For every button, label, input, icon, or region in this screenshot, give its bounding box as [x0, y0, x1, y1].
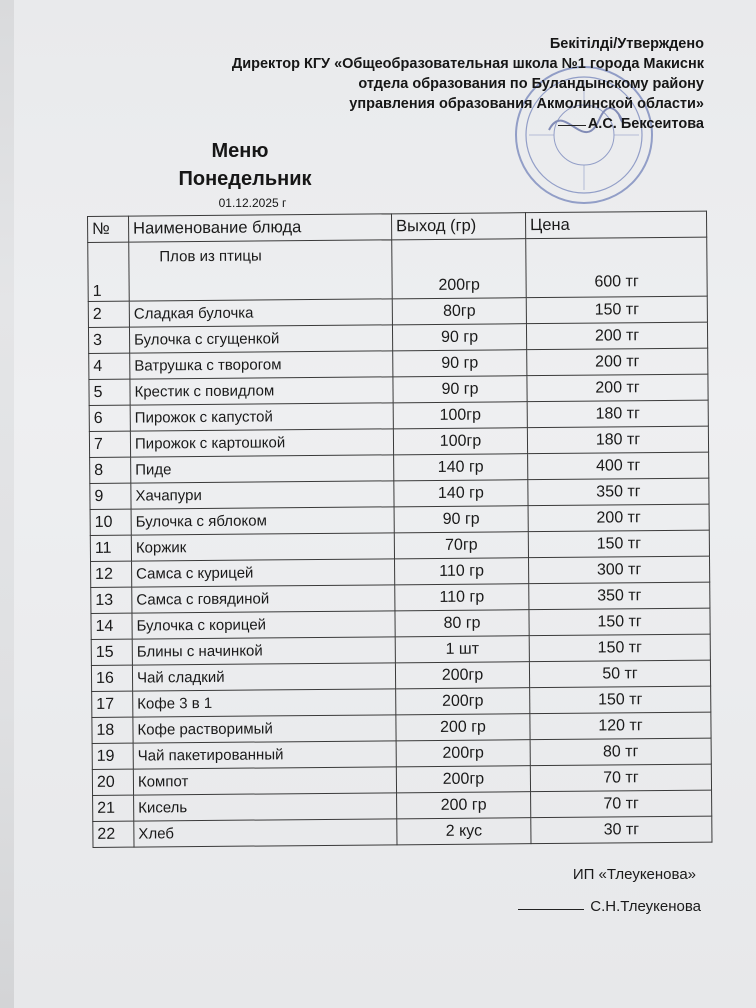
row-number: 16	[91, 665, 132, 691]
dish-output: 140 гр	[394, 480, 528, 507]
dish-name: Хачапури	[131, 481, 394, 509]
dish-output: 110 гр	[395, 558, 529, 585]
approval-line-2: Директор КГУ «Общеобразовательная школа №1 города Макиснк	[231, 56, 704, 72]
row-number: 9	[90, 483, 131, 509]
row-number: 21	[93, 795, 134, 821]
dish-price: 80 тг	[530, 738, 711, 766]
dish-output: 2 кус	[397, 818, 531, 845]
dish-name: Компот	[133, 767, 396, 795]
dish-price: 300 тг	[528, 556, 709, 584]
dish-name: Булочка с корицей	[132, 611, 395, 639]
dish-name: Чай пакетированный	[133, 741, 396, 769]
approval-line-1: Бекітілді/Утверждено	[549, 36, 704, 52]
dish-output: 200 гр	[397, 792, 531, 819]
dish-price: 180 тг	[527, 400, 708, 428]
footer-org: ИП «Тлеукенова»	[572, 866, 696, 883]
row-number: 2	[88, 301, 129, 327]
dish-price: 50 тг	[529, 660, 710, 688]
row-number: 17	[92, 691, 133, 717]
dish-output: 200гр	[392, 239, 527, 299]
dish-output: 70гр	[394, 532, 528, 559]
approval-signer: А.С. Бексеитова	[587, 116, 704, 132]
table-row	[93, 816, 712, 847]
dish-name: Коржик	[131, 533, 394, 561]
row-number: 19	[92, 743, 133, 769]
menu-day: Понедельник	[178, 168, 312, 190]
dish-output: 200гр	[396, 740, 530, 767]
row-number: 22	[93, 821, 134, 847]
dish-price: 350 тг	[528, 478, 709, 506]
dish-name: Чай сладкий	[132, 663, 395, 691]
menu-title: Меню	[211, 140, 269, 162]
dish-output: 90 гр	[393, 376, 527, 403]
footer-signature-line	[518, 909, 584, 910]
dish-name: Пирожок с картошкой	[130, 429, 393, 457]
approval-line-3: отдела образования по Буландынскому району	[358, 76, 704, 92]
row-number: 12	[91, 561, 132, 587]
header-dish-name: Наименование блюда	[129, 214, 392, 242]
dish-output: 80гр	[392, 298, 526, 325]
dish-name: Самса с говядиной	[132, 585, 395, 613]
dish-output: 90 гр	[392, 324, 526, 351]
row-number: 7	[89, 431, 130, 457]
dish-name: Плов из птицы	[129, 240, 393, 301]
dish-price: 70 тг	[530, 764, 711, 792]
dish-price: 150 тг	[529, 634, 710, 662]
header-output: Выход (гр)	[391, 213, 525, 240]
row-number: 14	[91, 613, 132, 639]
document-sheet	[14, 0, 756, 1008]
row-number: 5	[89, 379, 130, 405]
approval-line-4: управления образования Акмолинской области»	[349, 96, 704, 112]
footer-signer: С.Н.Тлеукенова	[590, 898, 701, 915]
dish-price: 180 тг	[527, 426, 708, 454]
row-number: 8	[90, 457, 131, 483]
menu-date: 01.12.2025 г	[218, 196, 287, 210]
dish-output: 100гр	[393, 402, 527, 429]
dish-price: 120 тг	[530, 712, 711, 740]
dish-name: Крестик с повидлом	[130, 377, 393, 405]
dish-price: 30 тг	[531, 816, 712, 844]
dish-name: Сладкая булочка	[129, 299, 392, 327]
dish-price: 150 тг	[529, 608, 710, 636]
dish-output: 200гр	[396, 688, 530, 715]
dish-price: 350 тг	[529, 582, 710, 610]
dish-price: 400 тг	[528, 452, 709, 480]
dish-output: 80 гр	[395, 610, 529, 637]
row-number: 3	[88, 327, 129, 353]
approval-block	[232, 34, 704, 134]
dish-name: Кисель	[134, 793, 397, 821]
dish-name: Кофе растворимый	[133, 715, 396, 743]
dish-price: 600 тг	[526, 237, 708, 298]
row-number: 6	[89, 405, 130, 431]
dish-name: Булочка с сгущенкой	[129, 325, 392, 353]
approval-signature	[232, 114, 704, 134]
row-number: 10	[90, 509, 131, 535]
dish-name: Блины с начинкой	[132, 637, 395, 665]
row-number: 11	[90, 535, 131, 561]
dish-output: 100гр	[393, 428, 527, 455]
header-number: №	[88, 216, 129, 242]
row-number: 15	[91, 639, 132, 665]
dish-name: Булочка с яблоком	[131, 507, 394, 535]
dish-output: 200гр	[395, 662, 529, 689]
dish-name: Самса с курицей	[132, 559, 395, 587]
dish-output: 110 гр	[395, 584, 529, 611]
signature-underline	[558, 125, 586, 126]
row-number: 18	[92, 717, 133, 743]
row-number: 20	[92, 769, 133, 795]
dish-price: 150 тг	[526, 296, 707, 324]
menu-table	[87, 211, 712, 848]
dish-price: 200 тг	[526, 322, 707, 350]
dish-price: 70 тг	[531, 790, 712, 818]
footer-signature	[518, 898, 701, 915]
menu-table-body	[88, 237, 712, 847]
dish-output: 140 гр	[394, 454, 528, 481]
dish-price: 200 тг	[527, 348, 708, 376]
row-number: 4	[89, 353, 130, 379]
dish-output: 1 шт	[395, 636, 529, 663]
row-number: 1	[88, 242, 130, 301]
dish-name: Кофе 3 в 1	[133, 689, 396, 717]
dish-name: Хлеб	[134, 819, 397, 847]
dish-price: 150 тг	[528, 530, 709, 558]
dish-output: 90 гр	[394, 506, 528, 533]
header-price: Цена	[525, 211, 706, 239]
dish-name: Пиде	[131, 455, 394, 483]
dish-output: 90 гр	[393, 350, 527, 377]
dish-output: 200 гр	[396, 714, 530, 741]
dish-price: 200 тг	[527, 374, 708, 402]
dish-price: 200 тг	[528, 504, 709, 532]
dish-name: Ватрушка с творогом	[130, 351, 393, 379]
row-number: 13	[91, 587, 132, 613]
dish-price: 150 тг	[530, 686, 711, 714]
dish-output: 200гр	[396, 766, 530, 793]
dish-name: Пирожок с капустой	[130, 403, 393, 431]
table-row	[88, 237, 707, 301]
